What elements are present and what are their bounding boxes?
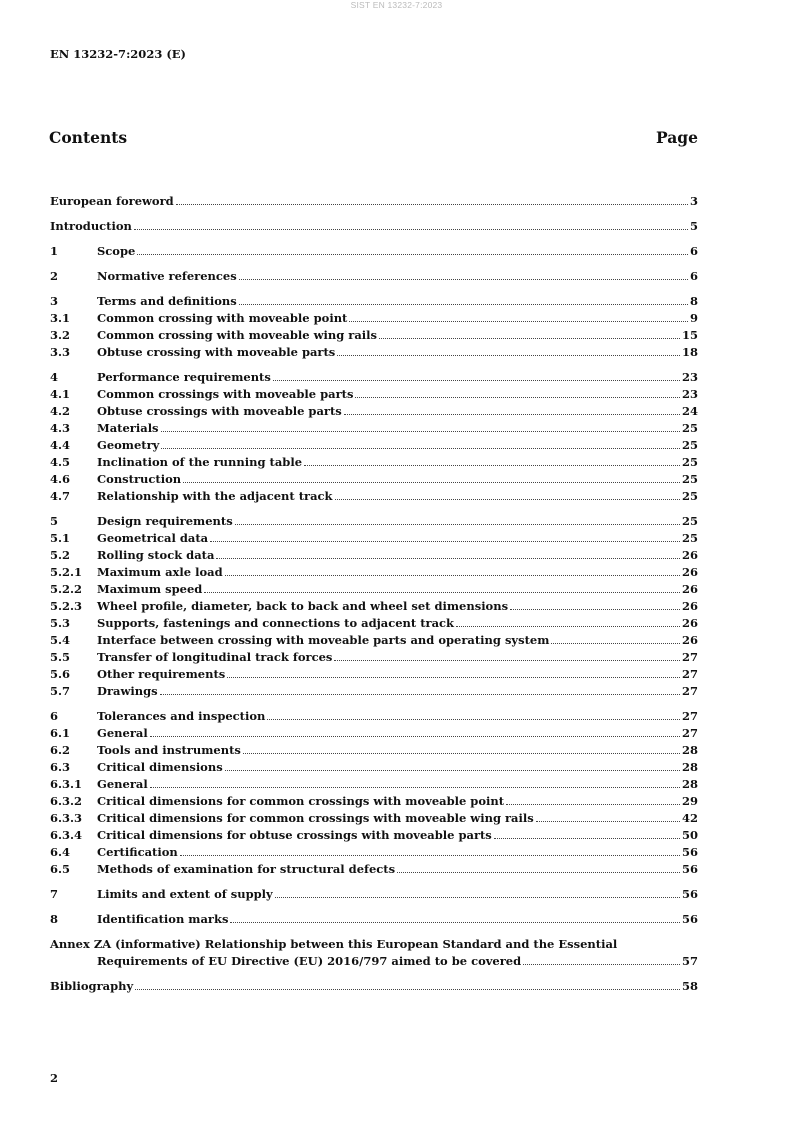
toc-entry-page: 56 (681, 912, 698, 926)
toc-entry-title: Obtuse crossing with moveable parts (97, 345, 336, 359)
toc-entry-number: 5.2 (50, 548, 71, 562)
toc-entry-page: 6 (689, 269, 698, 283)
leader-dots (397, 872, 680, 873)
leader-dots (536, 821, 680, 822)
toc-entry-page: 6 (689, 244, 698, 258)
toc-entry-number: 4.2 (50, 404, 71, 418)
toc-entry[interactable] (50, 384, 698, 401)
toc-entry-page: 25 (681, 421, 698, 435)
toc-entry-page: 25 (681, 514, 698, 528)
toc-entry-title: Common crossing with moveable wing rails (97, 328, 378, 342)
leader-dots (137, 254, 688, 255)
toc-entry[interactable] (50, 884, 698, 901)
leader-dots (225, 575, 680, 576)
toc-entry[interactable] (50, 757, 698, 774)
toc-entry-page: 56 (681, 862, 698, 876)
toc-entry-title: Normative references (97, 269, 237, 283)
toc-entry-title: Other requirements (97, 667, 226, 681)
toc-entry-annex-za[interactable] (50, 934, 698, 968)
toc-entry-number: 6.3.1 (50, 777, 83, 791)
toc-entry[interactable] (50, 367, 698, 384)
toc-entry-page: 15 (681, 328, 698, 342)
toc-entry-number: 5.2.3 (50, 599, 83, 613)
toc-entry-title: Critical dimensions for common crossings with moveable point (97, 794, 505, 808)
leader-dots (150, 736, 680, 737)
toc-entry-number: 6.4 (50, 845, 71, 859)
toc-entry-number: 5.2.2 (50, 582, 83, 596)
toc-entry[interactable] (50, 909, 698, 926)
leader-dots (456, 626, 680, 627)
toc-entry-title: Interface between crossing with moveable parts and operating system (97, 633, 550, 647)
toc-entry-title: Critical dimensions for obtuse crossings with moveable parts (97, 828, 492, 842)
toc-entry-page: 5 (689, 219, 698, 233)
toc-entry-title: Wheel profile, diameter, back to back and wheel set dimensions (97, 599, 509, 613)
toc-entry-title: European foreword (50, 194, 174, 208)
toc-entry[interactable] (50, 401, 698, 418)
toc-entry-number: 3.2 (50, 328, 71, 342)
toc-entry-title: Maximum axle load (97, 565, 223, 579)
leader-dots (210, 541, 680, 542)
watermark: SIST EN 13232-7:2023 (350, 0, 443, 10)
toc-entry-page: 50 (681, 828, 698, 842)
toc-entry-number: 3.1 (50, 311, 71, 325)
leader-dots (161, 448, 680, 449)
toc-entry-page: 23 (681, 370, 698, 384)
toc-entry-number: 3 (50, 294, 59, 308)
toc-entry-page: 26 (681, 633, 698, 647)
toc-entry-number: 5.5 (50, 650, 71, 664)
toc-entry-bibliography[interactable] (50, 976, 698, 993)
toc-entry-number: 4.4 (50, 438, 71, 452)
toc-entry-number: 6 (50, 709, 59, 723)
toc-entry-number: 7 (50, 887, 59, 901)
toc-entry-number: 4.6 (50, 472, 71, 486)
toc-entry-number: 2 (50, 269, 59, 283)
leader-dots (239, 304, 688, 305)
toc-entry-title: Inclination of the running table (97, 455, 303, 469)
leader-dots (510, 609, 680, 610)
toc-entry-number: 6.3.2 (50, 794, 83, 808)
toc-entry[interactable] (50, 266, 698, 283)
toc-entry[interactable] (50, 706, 698, 723)
toc-entry-title: Tools and instruments (97, 743, 241, 757)
toc-entry-page: 24 (681, 404, 698, 418)
leader-dots (134, 229, 688, 230)
toc-entry-title: Supports, fastenings and connections to adjacent track (97, 616, 455, 630)
document-id: EN 13232-7:2023 (E) (50, 47, 186, 61)
toc-entry-number: 4 (50, 370, 59, 384)
toc-entry-number: 6.5 (50, 862, 71, 876)
toc-entry-title: Design requirements (97, 514, 233, 528)
toc-entry[interactable] (50, 596, 698, 613)
toc-entry-page: 25 (681, 455, 698, 469)
toc-entry-title: Bibliography (50, 979, 134, 993)
toc-entry[interactable] (50, 325, 698, 342)
toc-entry-number: 4.1 (50, 387, 71, 401)
leader-dots (335, 499, 680, 500)
toc-entry-number: 6.3 (50, 760, 71, 774)
toc-entry-page: 25 (681, 472, 698, 486)
toc-entry-number: 5.2.1 (50, 565, 83, 579)
leader-dots (337, 355, 680, 356)
toc-entry[interactable] (50, 191, 698, 208)
toc-entry-page: 23 (681, 387, 698, 401)
toc-entry-number: 1 (50, 244, 59, 258)
toc-entry-title: Certification (97, 845, 178, 859)
toc-entry-page: 26 (681, 582, 698, 596)
toc-entry-number: 3.3 (50, 345, 71, 359)
toc-entry-title: Critical dimensions (97, 760, 223, 774)
leader-dots (216, 558, 680, 559)
leader-dots (334, 660, 680, 661)
toc-entry-page: 58 (681, 979, 698, 993)
toc-entry-page: 26 (681, 548, 698, 562)
toc-entry-number: 8 (50, 912, 59, 926)
toc-entry-title: Relationship with the adjacent track (97, 489, 333, 503)
toc-entry-number: 5.4 (50, 633, 71, 647)
toc-entry[interactable] (50, 511, 698, 528)
toc-entry-page: 27 (681, 667, 698, 681)
toc-entry-title: Introduction (50, 219, 132, 233)
toc-entry-title: Geometry (97, 438, 160, 452)
toc-entry[interactable] (50, 825, 698, 842)
toc-entry[interactable] (50, 216, 698, 233)
toc-entry-title: Identification marks (97, 912, 229, 926)
toc-entry-title: Common crossings with moveable parts (97, 387, 354, 401)
leader-dots (225, 770, 680, 771)
toc-entry-page: 27 (681, 709, 698, 723)
toc-entry-page: 25 (681, 531, 698, 545)
toc-entry[interactable] (50, 241, 698, 258)
toc-entry-page: 9 (689, 311, 698, 325)
toc-entry-title: Critical dimensions for common crossings with moveable wing rails (97, 811, 534, 825)
page-column-heading: Page (656, 128, 698, 147)
toc-entry-page: 56 (681, 845, 698, 859)
toc-entry[interactable] (50, 613, 698, 630)
toc-entry-number: 5.1 (50, 531, 71, 545)
leader-dots (273, 380, 680, 381)
toc-entry[interactable] (50, 647, 698, 664)
toc-entry-number: 5 (50, 514, 59, 528)
toc-entry-page: 56 (681, 887, 698, 901)
toc-entry[interactable] (50, 681, 698, 698)
table-of-contents (50, 191, 698, 993)
toc-entry[interactable] (50, 528, 698, 545)
toc-entry-title: General (97, 726, 148, 740)
leader-dots (523, 964, 680, 965)
toc-entry[interactable] (50, 774, 698, 791)
toc-entry[interactable] (50, 723, 698, 740)
toc-entry-number: 4.5 (50, 455, 71, 469)
leader-dots (180, 855, 680, 856)
toc-entry-title: Obtuse crossings with moveable parts (97, 404, 342, 418)
toc-entry[interactable] (50, 545, 698, 562)
toc-entry-number: 5.6 (50, 667, 71, 681)
toc-entry-page: 28 (681, 777, 698, 791)
toc-entry[interactable] (50, 859, 698, 876)
toc-entry[interactable] (50, 808, 698, 825)
leader-dots (243, 753, 680, 754)
leader-dots (379, 338, 680, 339)
leader-dots (506, 804, 680, 805)
toc-entry-title: General (97, 777, 148, 791)
toc-entry-page: 3 (689, 194, 698, 208)
toc-entry-number: 6.1 (50, 726, 71, 740)
toc-entry-page: 29 (681, 794, 698, 808)
toc-entry-page: 27 (681, 684, 698, 698)
toc-entry[interactable] (50, 291, 698, 308)
toc-entry-title: Rolling stock data (97, 548, 215, 562)
toc-entry-number: 4.7 (50, 489, 71, 503)
toc-entry-title: Common crossing with moveable point (97, 311, 348, 325)
contents-heading: Contents (49, 128, 128, 147)
toc-entry-title: Limits and extent of supply (97, 887, 273, 901)
toc-entry-title: Terms and definitions (97, 294, 237, 308)
toc-entry-page: 25 (681, 489, 698, 503)
toc-entry-page: 57 (681, 954, 698, 968)
toc-entry-page: 8 (689, 294, 698, 308)
toc-entry-title: Drawings (97, 684, 158, 698)
toc-entry-title: Methods of examination for structural defects (97, 862, 396, 876)
toc-entry-title: Materials (97, 421, 159, 435)
toc-entry-number: 4.3 (50, 421, 71, 435)
toc-entry[interactable] (50, 469, 698, 486)
leader-dots (230, 922, 680, 923)
leader-dots (349, 321, 688, 322)
toc-entry-number: 5.3 (50, 616, 71, 630)
toc-entry[interactable] (50, 740, 698, 757)
leader-dots (161, 431, 680, 432)
toc-entry-page: 42 (681, 811, 698, 825)
leader-dots (135, 989, 680, 990)
toc-entry-title: Construction (97, 472, 182, 486)
toc-entry[interactable] (50, 842, 698, 859)
leader-dots (355, 397, 680, 398)
toc-entry-number: 6.3.3 (50, 811, 83, 825)
leader-dots (160, 694, 680, 695)
toc-entry[interactable] (50, 791, 698, 808)
toc-entry-page: 26 (681, 599, 698, 613)
leader-dots (183, 482, 680, 483)
leader-dots (344, 414, 680, 415)
leader-dots (176, 204, 688, 205)
leader-dots (227, 677, 680, 678)
toc-entry-title: Scope (97, 244, 136, 258)
toc-entry[interactable] (50, 342, 698, 359)
toc-entry-number: 5.7 (50, 684, 71, 698)
leader-dots (204, 592, 680, 593)
toc-entry[interactable] (50, 435, 698, 452)
leader-dots (235, 524, 680, 525)
leader-dots (275, 897, 680, 898)
toc-entry-title: Tolerances and inspection (97, 709, 266, 723)
toc-entry[interactable] (50, 452, 698, 469)
leader-dots (267, 719, 680, 720)
leader-dots (551, 643, 680, 644)
toc-entry[interactable] (50, 486, 698, 503)
leader-dots (239, 279, 688, 280)
leader-dots (304, 465, 680, 466)
toc-entry-page: 26 (681, 616, 698, 630)
toc-entry-title: Requirements of EU Directive (EU) 2016/797 aimed to be covered (97, 954, 522, 968)
toc-entry[interactable] (50, 562, 698, 579)
toc-entry[interactable] (50, 418, 698, 435)
leader-dots (494, 838, 680, 839)
toc-entry-page: 18 (681, 345, 698, 359)
toc-entry-page: 27 (681, 726, 698, 740)
toc-entry-page: 28 (681, 760, 698, 774)
toc-entry-page: 26 (681, 565, 698, 579)
toc-entry-title: Transfer of longitudinal track forces (97, 650, 333, 664)
toc-entry-page: 28 (681, 743, 698, 757)
leader-dots (150, 787, 680, 788)
toc-entry-title: Maximum speed (97, 582, 203, 596)
toc-entry[interactable] (50, 308, 698, 325)
toc-entry-title: Performance requirements (97, 370, 271, 384)
toc-entry-page: 27 (681, 650, 698, 664)
toc-entry[interactable] (50, 630, 698, 647)
toc-entry-title: Geometrical data (97, 531, 209, 545)
toc-entry[interactable] (50, 664, 698, 681)
toc-entry-title: Annex ZA (informative) Relationship between this European Standard and the Essential (50, 937, 618, 951)
page-number: 2 (50, 1071, 59, 1085)
toc-entry-number: 6.3.4 (50, 828, 83, 842)
toc-entry-number: 6.2 (50, 743, 71, 757)
toc-entry[interactable] (50, 579, 698, 596)
toc-entry-page: 25 (681, 438, 698, 452)
